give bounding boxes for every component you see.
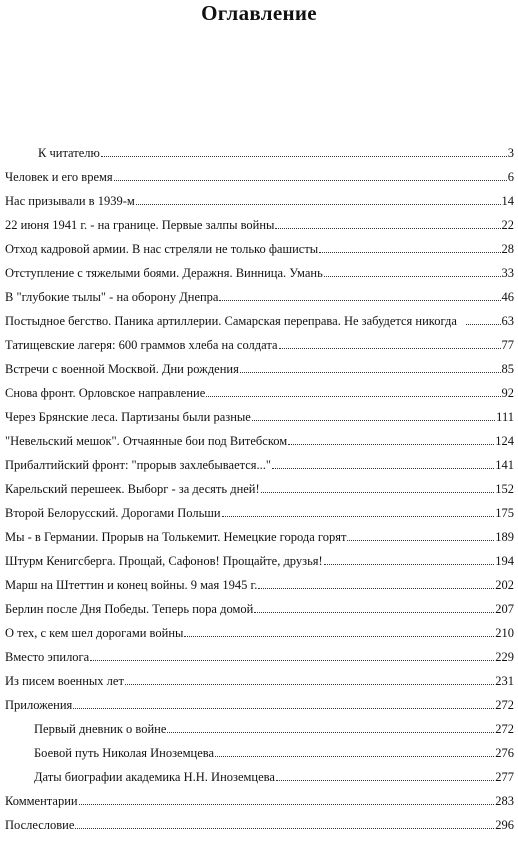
toc-entry-title: Штурм Кенигсберга. Прощай, Сафонов! Прощайте, друзья! (5, 554, 323, 568)
dot-leader (466, 323, 501, 325)
toc-entry-page: 296 (495, 818, 514, 832)
toc-entry-page: 141 (495, 458, 514, 472)
dot-leader (184, 635, 494, 637)
toc-entry-title: Татищевские лагеря: 600 граммов хлеба на солдата (5, 338, 278, 352)
toc-entry-page: 207 (495, 602, 514, 616)
toc-entry[interactable] (5, 242, 514, 256)
toc-entry[interactable] (5, 290, 514, 304)
toc-entry[interactable] (5, 410, 514, 424)
toc-entry-page: 152 (495, 482, 514, 496)
toc-entry-page: 3 (507, 146, 514, 160)
dot-leader (114, 179, 507, 181)
toc-entry[interactable] (5, 626, 514, 640)
toc-entry[interactable] (5, 578, 514, 592)
dot-leader (73, 707, 494, 709)
dot-leader (219, 299, 500, 301)
toc-entry-page: 202 (495, 578, 514, 592)
toc-entry[interactable] (5, 434, 514, 448)
toc-entry-page: 77 (501, 338, 514, 352)
toc-entry-page: 272 (495, 722, 514, 736)
dot-leader (324, 563, 495, 565)
toc-entry-title: Через Брянские леса. Партизаны были разные (5, 410, 251, 424)
toc-entry-page: 46 (501, 290, 514, 304)
toc-entry-title: К читателю (38, 146, 100, 160)
table-of-contents (5, 146, 514, 842)
toc-entry-title: Встречи с военной Москвой. Дни рождения (5, 362, 239, 376)
toc-entry-page: 22 (501, 218, 514, 232)
toc-entry-page: 63 (501, 314, 514, 328)
toc-entry[interactable] (5, 458, 514, 472)
toc-entry[interactable] (5, 218, 514, 232)
toc-entry-title: Снова фронт. Орловское направление (5, 386, 206, 400)
toc-entry-title: "Невельский мешок". Отчаянные бои под Витебском (5, 434, 288, 448)
toc-entry-page: 231 (495, 674, 514, 688)
toc-entry-title: Отступление с тяжелыми боями. Деражня. Винница. Умань (5, 266, 323, 280)
toc-entry-title: Постыдное бегство. Паника артиллерии. Самарская переправа. Не забудется никогда (5, 314, 457, 328)
toc-entry[interactable] (5, 266, 514, 280)
toc-subentry[interactable] (5, 770, 514, 784)
toc-entry-page: 189 (495, 530, 514, 544)
toc-entry[interactable] (5, 674, 514, 688)
toc-entry[interactable] (5, 194, 514, 208)
toc-entry-title: Из писем военных лет (5, 674, 124, 688)
dot-leader (167, 731, 494, 733)
toc-entry-title: В "глубокие тылы" - на оборону Днепра (5, 290, 219, 304)
dot-leader (324, 275, 501, 277)
toc-entry-page: 277 (495, 770, 514, 784)
toc-entry[interactable] (5, 146, 514, 160)
toc-entry-title: Берлин после Дня Победы. Теперь пора домой (5, 602, 254, 616)
toc-entry[interactable] (5, 362, 514, 376)
toc-subentry[interactable] (5, 746, 514, 760)
toc-entry-page: 28 (501, 242, 514, 256)
toc-entry-page: 229 (495, 650, 514, 664)
dot-leader (101, 155, 507, 157)
toc-entry[interactable] (5, 338, 514, 352)
toc-entry-page: 33 (501, 266, 514, 280)
dot-leader (252, 419, 495, 421)
toc-entry-title: Послесловие (5, 818, 75, 832)
toc-entry[interactable] (5, 818, 514, 832)
toc-entry-page: 175 (495, 506, 514, 520)
toc-entry-title: Второй Белорусский. Дорогами Польши (5, 506, 221, 520)
toc-entry-page: 6 (507, 170, 514, 184)
toc-entry[interactable] (5, 530, 514, 544)
dot-leader (276, 779, 494, 781)
toc-entry-title: Боевой путь Николая Иноземцева (34, 746, 215, 760)
toc-entry[interactable] (5, 794, 514, 808)
toc-entry-title: Вместо эпилога (5, 650, 90, 664)
toc-entry[interactable] (5, 698, 514, 712)
dot-leader (75, 827, 494, 829)
toc-entry[interactable] (5, 482, 514, 496)
dot-leader (222, 515, 495, 517)
toc-entry[interactable] (5, 386, 514, 400)
dot-leader (288, 443, 494, 445)
toc-entry-page: 92 (501, 386, 514, 400)
dot-leader (79, 803, 495, 805)
page-title: Оглавление (201, 1, 317, 25)
dot-leader (215, 755, 494, 757)
dot-leader (261, 491, 495, 493)
toc-entry-title: Первый дневник о войне (34, 722, 167, 736)
toc-entry-page: 111 (496, 410, 514, 424)
toc-entry-title: Прибалтийский фронт: "прорыв захлебывается..." (5, 458, 272, 472)
toc-entry-page: 210 (495, 626, 514, 640)
toc-entry-page: 276 (495, 746, 514, 760)
dot-leader (272, 467, 494, 469)
dot-leader (240, 371, 501, 373)
toc-entry-title: Отход кадровой армии. В нас стреляли не только фашисты (5, 242, 319, 256)
toc-entry[interactable] (5, 506, 514, 520)
toc-entry-page: 194 (495, 554, 514, 568)
toc-entry-page: 283 (495, 794, 514, 808)
toc-subentry[interactable] (5, 722, 514, 736)
dot-leader (279, 347, 501, 349)
toc-entry-page: 272 (495, 698, 514, 712)
dot-leader (90, 659, 494, 661)
toc-entry-page: 14 (501, 194, 514, 208)
toc-entry-title: О тех, с кем шел дорогами войны (5, 626, 184, 640)
toc-entry-title: Человек и его время (5, 170, 113, 184)
dot-leader (258, 587, 494, 589)
toc-entry[interactable] (5, 554, 514, 568)
dot-leader (206, 395, 500, 397)
toc-entry[interactable] (5, 650, 514, 664)
toc-entry-title: Нас призывали в 1939-м (5, 194, 135, 208)
toc-entry-title: Мы - в Германии. Прорыв на Толькемит. Немецкие города горят (5, 530, 347, 544)
toc-entry-title: Даты биографии академика Н.Н. Иноземцева (34, 770, 275, 784)
toc-entry-page: 124 (495, 434, 514, 448)
dot-leader (136, 203, 501, 205)
toc-entry-title: 22 июня 1941 г. - на границе. Первые залпы войны (5, 218, 275, 232)
dot-leader (275, 227, 500, 229)
dot-leader (254, 611, 494, 613)
dot-leader (347, 539, 494, 541)
toc-entry[interactable] (5, 170, 514, 184)
toc-entry-title: Карельский перешеек. Выборг - за десять дней! (5, 482, 260, 496)
toc-entry[interactable] (5, 602, 514, 616)
toc-entry[interactable] (5, 314, 514, 328)
toc-entry-title: Марш на Штеттин и конец войны. 9 мая 1945 г. (5, 578, 258, 592)
dot-leader (125, 683, 494, 685)
dot-leader (319, 251, 500, 253)
toc-entry-title: Приложения (5, 698, 73, 712)
toc-entry-title: Комментарии (5, 794, 78, 808)
toc-entry-page: 85 (501, 362, 514, 376)
